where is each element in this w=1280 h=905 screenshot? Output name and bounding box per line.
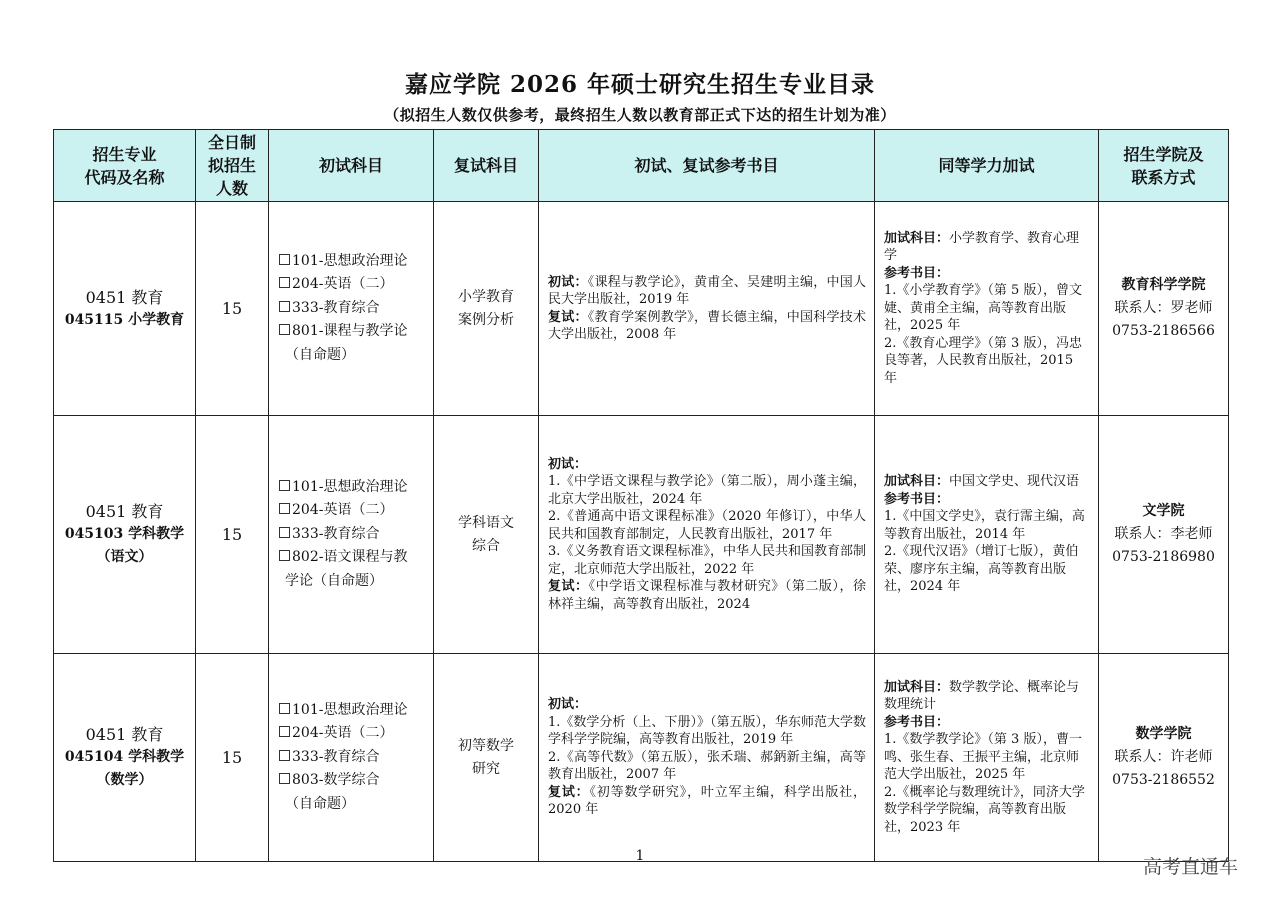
major-cell: [54, 654, 196, 862]
header-college-line: 招生学院及: [1123, 144, 1204, 164]
retest-subject-line: 学科语文: [458, 514, 514, 531]
college-name: 数学学院: [1135, 726, 1192, 742]
additional-subject-label: 加试科目：: [884, 679, 950, 695]
contact-phone: 0753-2186552: [1112, 772, 1215, 788]
reference-book-entry: [548, 714, 866, 749]
enrollment-catalog-table: [53, 129, 1229, 862]
exam-subjects-cell: [269, 202, 434, 416]
exam-subject-item: [279, 746, 425, 770]
college-contact-cell: [1099, 654, 1229, 862]
exam-subject-text: 204-英语（二）: [292, 276, 394, 293]
header-exam: [269, 130, 434, 202]
major-direction: （语文）: [96, 549, 153, 565]
additional-ref-entry: 2.《教育心理学》（第 3 版），冯忠良等著，人民教育出版社，2015 年: [884, 335, 1082, 386]
reference-book-label: 复试：: [548, 309, 588, 325]
header-additional: [875, 130, 1099, 202]
header-college-line: 联系方式: [1131, 167, 1196, 187]
checkbox-icon: [279, 773, 290, 784]
reference-book-text: 《教育学案例教学》，曹长德主编，中国科学技术大学出版社，2008 年: [548, 309, 866, 342]
page-number: 1: [635, 848, 645, 864]
additional-ref-line: [884, 714, 1090, 732]
exam-note: （自命题）: [285, 795, 355, 812]
retest-subject-line: 小学教育: [458, 288, 514, 305]
exam-subjects-cell: [269, 416, 434, 654]
exam-subject-text: 101-思想政治理论: [292, 252, 408, 269]
retest-subject-cell: [434, 654, 539, 862]
reference-book-entry: [548, 456, 866, 474]
reference-book-text: 《初等数学研究》，叶立军主编，科学出版社，2020 年: [548, 784, 866, 818]
reference-book-text: 2.《高等代数》（第五版），张禾瑞、郝鈵新主编，高等教育出版社，2007 年: [548, 749, 866, 783]
exam-subject-text: 101-思想政治理论: [292, 478, 408, 495]
college-name: 文学院: [1142, 503, 1185, 519]
table-row: [54, 654, 1229, 862]
reference-book-text: 2.《普通高中语文课程标准》（2020 年修订），中华人民共和国教育部制定，人民教育出版社，2017 年: [548, 509, 866, 542]
reference-book-entry: [548, 578, 866, 613]
exam-note: （自命题）: [285, 346, 355, 363]
header-major: [54, 130, 196, 202]
major-category: 0451 教育: [85, 502, 164, 521]
reference-books-cell: [539, 416, 875, 654]
reference-book-entry: [548, 473, 866, 508]
reference-book-entry: [548, 274, 866, 309]
major-code-name: 045104 学科教学: [64, 749, 185, 765]
additional-exam-cell: [875, 654, 1099, 862]
additional-subject-text: 小学教育学、教育心理学: [884, 230, 1080, 264]
checkbox-icon: [279, 254, 290, 265]
reference-book-text: 《课程与教学论》，黄甫全、吴建明主编，中国人民大学出版社，2019 年: [548, 274, 866, 307]
checkbox-icon: [279, 726, 290, 737]
major-category: 0451 教育: [85, 287, 164, 307]
checkbox-icon: [279, 527, 290, 538]
additional-ref-entry: 2.《概率论与数理统计》，同济大学数学科学学院编，高等教育出版社，2023 年: [884, 784, 1085, 835]
college-contact-cell: [1099, 416, 1229, 654]
exam-subject-item: [279, 250, 425, 274]
exam-subject-text: 204-英语（二）: [292, 502, 394, 519]
major-cell: [54, 416, 196, 654]
document-title: 嘉应学院 2026 年硕士研究生招生专业目录: [404, 71, 876, 98]
table-row: [54, 202, 1229, 416]
exam-subject-list: [279, 699, 425, 793]
header-retest-label: 复试科目: [453, 156, 518, 175]
additional-ref-line: [884, 491, 1090, 509]
reference-book-entry: [548, 309, 866, 344]
exam-subject-text: 803-数学综合: [292, 772, 380, 789]
additional-ref-label: 参考书目：: [884, 265, 950, 281]
exam-subject-list: [279, 476, 425, 570]
checkbox-icon: [279, 277, 290, 288]
exam-subject-text: 333-教育综合: [292, 299, 380, 316]
reference-book-label: 初试：: [548, 697, 588, 713]
contact-phone: 0753-2186980: [1112, 549, 1215, 565]
checkbox-icon: [279, 301, 290, 312]
exam-subject-item: [279, 523, 425, 547]
reference-books-cell: [539, 654, 875, 862]
reference-book-label: 复试：: [548, 784, 590, 800]
header-count: [196, 130, 269, 202]
reference-book-entry: [548, 749, 866, 784]
college-name: 教育科学学院: [1121, 277, 1206, 293]
reference-book-text: 《中学语文课程标准与教材研究》（第二版），徐林祥主编，高等教育出版社，2024: [548, 579, 866, 612]
additional-ref-entry: 1.《数学教学论》（第 3 版），曹一鸣、张生春、王振平主编，北京师范大学出版社，2025 年: [884, 732, 1082, 783]
reference-book-label: 初试：: [548, 456, 588, 472]
reference-books-cell: [539, 202, 875, 416]
header-books: [539, 130, 875, 202]
reference-book-entry: [548, 784, 866, 819]
additional-subject-text: 中国文学史、现代汉语: [949, 474, 1080, 490]
additional-ref-label: 参考书目：: [884, 714, 950, 730]
header-books-label: 初试、复试参考书目: [634, 156, 779, 175]
reference-book-text: 3.《义务教育语文课程标准》，中华人民共和国教育部制定，北京师范大学出版社，2022 年: [548, 544, 866, 577]
exam-subject-item: [279, 499, 425, 523]
additional-subject-label: 加试科目：: [884, 474, 950, 490]
checkbox-icon: [279, 550, 290, 561]
exam-subject-item: [279, 273, 425, 297]
additional-subject-label: 加试科目：: [884, 230, 950, 246]
checkbox-icon: [279, 503, 290, 514]
checkbox-icon: [279, 324, 290, 335]
table-header-row: [54, 130, 1229, 202]
exam-subject-item: [279, 476, 425, 500]
additional-ref-entry: 1.《中国文学史》，袁行霈主编，高等教育出版社，2014 年: [884, 509, 1085, 542]
contact-phone: 0753-2186566: [1112, 323, 1215, 339]
additional-ref-label: 参考书目：: [884, 491, 950, 507]
document-subtitle: （拟招生人数仅供参考，最终招生人数以教育部正式下达的招生计划为准）: [384, 106, 896, 124]
exam-subject-text: 801-课程与教学论: [292, 323, 408, 340]
exam-subject-item: [279, 699, 425, 723]
reference-book-entry: [548, 543, 866, 578]
enrollment-count: 15: [196, 416, 269, 654]
checkbox-icon: [279, 750, 290, 761]
header-count-line: 人数: [215, 179, 248, 198]
additional-subject-line: [884, 473, 1090, 491]
header-count-line: 全日制: [207, 133, 256, 152]
exam-subjects-cell: [269, 654, 434, 862]
major-code-name: 045103 学科教学: [64, 526, 185, 542]
header-additional-label: 同等学力加试: [938, 156, 1035, 175]
additional-ref-line: [884, 265, 1090, 283]
table-row: [54, 416, 1229, 654]
exam-subject-text: 101-思想政治理论: [292, 701, 408, 718]
exam-subject-item: [279, 320, 425, 344]
additional-subject-text: 数学教学论、概率论与数理统计: [884, 679, 1080, 713]
college-contact-cell: [1099, 202, 1229, 416]
header-exam-label: 初试科目: [318, 156, 383, 175]
checkbox-icon: [279, 480, 290, 491]
exam-subject-item: [279, 722, 425, 746]
reference-book-entry: [548, 508, 866, 543]
enrollment-count: 15: [196, 202, 269, 416]
header-major-line: 代码及名称: [84, 167, 165, 187]
additional-exam-cell: [875, 202, 1099, 416]
major-category: 0451 教育: [85, 725, 164, 744]
header-major-line: 招生专业: [92, 144, 157, 164]
additional-ref-entry: 1.《小学教育学》（第 5 版），曾文婕、黄甫全主编，高等教育出版社，2025 年: [884, 283, 1082, 334]
exam-subject-text: 204-英语（二）: [292, 725, 394, 742]
exam-subject-text: 802-语文课程与教: [292, 549, 408, 566]
header-retest: [434, 130, 539, 202]
exam-subject-text: 333-教育综合: [292, 748, 380, 765]
watermark: 高考直通车: [1143, 856, 1239, 878]
reference-book-entry: [548, 696, 866, 714]
reference-book-text: 1.《中学语文课程与教学论》（第二版），周小蓬主编，北京大学出版社，2024 年: [548, 474, 866, 507]
retest-subject-line: 初等数学: [458, 737, 514, 754]
enrollment-count: 15: [196, 654, 269, 862]
major-direction: （数学）: [96, 772, 153, 788]
contact-person: 联系人：罗老师: [1114, 300, 1213, 316]
additional-exam-cell: [875, 416, 1099, 654]
retest-subject-cell: [434, 416, 539, 654]
exam-subject-list: [279, 250, 425, 344]
major-code-name: 045115 小学教育: [64, 311, 185, 328]
additional-subject-line: [884, 679, 1090, 714]
reference-book-text: 1.《数学分析（上、下册）》（第五版），华东师范大学数学科学学院编，高等教育出版社，2019 年: [548, 714, 866, 748]
major-cell: [54, 202, 196, 416]
reference-book-label: 复试：: [548, 579, 589, 595]
retest-subject-line: 综合: [472, 537, 500, 554]
contact-person: 联系人：李老师: [1114, 526, 1213, 542]
exam-subject-text: 333-教育综合: [292, 525, 380, 542]
retest-subject-line: 案例分析: [458, 311, 514, 328]
exam-subject-item: [279, 769, 425, 793]
contact-person: 联系人：许老师: [1114, 749, 1213, 765]
retest-subject-cell: [434, 202, 539, 416]
reference-book-label: 初试：: [548, 274, 588, 290]
retest-subject-line: 研究: [472, 760, 500, 777]
header-college: [1099, 130, 1229, 202]
additional-ref-entry: 2.《现代汉语》（增订七版），黄伯荣、廖序东主编，高等教育出版社，2024 年: [884, 544, 1079, 595]
exam-subject-item: [279, 297, 425, 321]
exam-subject-item: [279, 546, 425, 570]
exam-note: 学论（自命题）: [285, 572, 383, 589]
checkbox-icon: [279, 703, 290, 714]
header-count-line: 拟招生: [207, 156, 256, 175]
additional-subject-line: [884, 230, 1090, 265]
